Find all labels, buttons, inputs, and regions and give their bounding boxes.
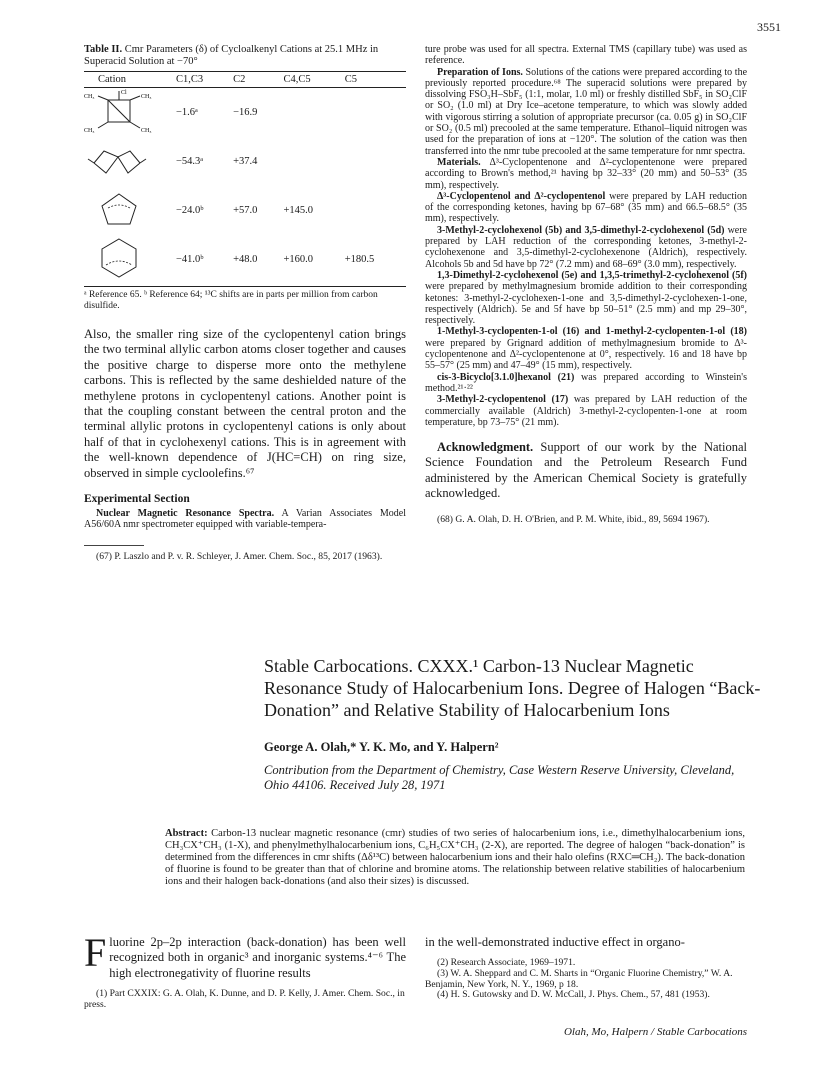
table-footnote: ᵃ Reference 65. ᵇ Reference 64; ¹³C shifts are in parts per million from carbon disulfide. — [84, 286, 406, 311]
exp-text: A Varian Associates Model A56/60A nmr spectrometer equipped with variable-tempera- — [84, 508, 406, 531]
exp-text: Δ³-Cyclopentenone and Δ²-cyclopentenone were prepared according to Brown's method,²¹ having bp 32–33° (20 mm) and 50–53° (35 mm), respectively. — [425, 156, 748, 191]
footnote-68: (68) G. A. Olah, D. H. O'Brien, and P. M. White, ibid., 89, 5694 1967). — [437, 514, 710, 526]
exp-text: was prepared according to Winstein's method.²¹·²² — [425, 371, 747, 394]
affiliation: Contribution from the Department of Chemistry, Case Western Reserve University, Cleveland, Ohio 44106. Received July 28, 1971 — [264, 763, 735, 792]
cell-c5 — [345, 137, 406, 186]
table-caption — [84, 44, 406, 67]
exp-text: were prepared by methylmagnesium bromide addition to their corresponding ketones: 3-methyl-2-cyclohexen-1-one and 3,5-dimethyl-2-cyclohexen-1-one, respectively (Aldrich). 5e and 5f have bp 50–51° (2.5 mm) and mp 29–30°, respectively. — [425, 281, 747, 327]
footnote-67: (67) P. Laszlo and P. v. R. Schleyer, J. Amer. Chem. Soc., 85, 2017 (1963). — [96, 550, 383, 562]
experimental-paragraphs — [425, 44, 747, 428]
intro-right — [425, 935, 747, 1001]
exp-paragraph — [425, 372, 747, 395]
exp-text: Solutions of the cations were prepared according to the previously reported procedure.⁶⁸ The superacid solutions were prepared by dissolving FSO₃H–SbF₅ (1:1, molar, 1.0 ml) or freshly distilled SbF₅ in SO₂ClF or SO₂ (1.0 ml) at Dry Ice–acetone temperature, to which was slowly added with vigorous stirring a solution of appropriate precursor (ca. 0.05 g) in SO₂ClF or SO₂ (0.5 ml) precooled at the same temperature. Ethanol–liquid nitrogen was used for the preparation of ions at −120°. The solution of the cation was then transferred into the nmr tube precooled at the same temperature for nmr spectra. — [425, 66, 748, 157]
exp-paragraph — [425, 326, 747, 371]
footnote-3: (3) W. A. Sheppard and C. M. Sharts in “Organic Fluorine Chemistry,” W. A. Benjamin, New York, N. Y., 1969, p 18. — [425, 968, 733, 990]
exp-text: ture probe was used for all spectra. External TMS (capillary tube) was used as reference. — [425, 44, 747, 67]
table-row — [84, 186, 406, 235]
col-header: C4,C5 — [283, 72, 344, 88]
exp-paragraph — [425, 394, 747, 428]
exp-text: were prepared by LAH reduction of the corresponding ketones, 3-methyl-2-cyclohexenone and 3,5-dimethyl-2-cyclohexenone (Aldrich), respectively. Alcohols 5b and 5d have bp 72° (7.2 mm) and 68–69° (3.0 mm), respectively. — [425, 224, 747, 270]
cyclopentenyl-structure — [84, 186, 164, 232]
svg-text:CH₃: CH₃ — [141, 94, 152, 100]
cell-c45 — [283, 137, 344, 186]
abstract — [165, 828, 745, 888]
cell-c45: +145.0 — [283, 205, 314, 216]
cell-c5: +180.5 — [344, 254, 375, 265]
table-caption-text: Cmr Parameters (δ) of Cycloalkenyl Cations at 25.1 MHz in Superacid Solution at −70° — [84, 44, 379, 67]
run-in-heading: Δ³-Cyclopentenol and Δ²-cyclopentenol — [437, 190, 606, 202]
svg-text:CH₃: CH₃ — [84, 128, 95, 134]
col-header: Cation — [84, 72, 176, 88]
col-header: C5 — [345, 72, 406, 88]
run-in-heading: 1,3-Dimethyl-2-cyclohexenol (5e) and 1,3,5-trimethyl-2-cyclohexenol (5f) — [437, 269, 747, 281]
exp-paragraph — [425, 157, 747, 191]
cell-c2: +57.0 — [233, 205, 258, 216]
intro-left — [84, 930, 406, 1010]
acknowledgment — [425, 440, 747, 501]
intro-text: luorine 2p–2p interaction (back-donation) has been well recognized both in organic³ and inorganic systems.⁴⁻⁶ The high electronegativity of fluorine results — [109, 935, 406, 980]
cell-c5 — [345, 88, 406, 138]
structure-cell — [84, 186, 176, 235]
bicyclohexenyl-structure — [84, 137, 164, 183]
article-title: Stable Carbocations. CXXX.¹ Carbon-13 Nuclear Magnetic Resonance Study of Halocarbenium Ions. Degree of Halogen “Back-Donation” and Relative Stability of Halocarbenium Ions — [264, 656, 761, 720]
structure-cell — [84, 235, 176, 284]
intro-continuation: in the well-demonstrated inductive effect in organo- — [425, 935, 685, 949]
cell-c13: −41.0ᵇ — [176, 254, 204, 265]
bicyclobutenyl-structure — [84, 88, 164, 134]
footnote-rule — [84, 545, 144, 546]
footnote-2: (2) Research Associate, 1969–1971. — [437, 957, 576, 969]
structure-cell — [84, 137, 176, 186]
table-row — [84, 137, 406, 186]
cell-c2: +48.0 — [233, 254, 258, 265]
ack-label: Acknowledgment. — [437, 440, 534, 455]
exp-text: were prepared by Grignard addition of methylmagnesium bromide to Δ³-cyclopentenone and Δ²-cyclopentenone at 0°, respectively. 16 and 18 have bp 55–57° (25 mm) and 47–49° (15 mm), respectively. — [425, 337, 747, 372]
left-column — [84, 44, 406, 562]
exp-paragraph — [425, 67, 747, 157]
page-number: 3551 — [757, 20, 781, 34]
exp-paragraph — [425, 225, 747, 270]
cell-c13: −24.0ᵇ — [176, 205, 204, 216]
run-in-heading: Preparation of Ions. — [437, 66, 523, 78]
cell-c5 — [345, 186, 406, 235]
exp-paragraph — [425, 191, 747, 225]
run-in-heading: 3-Methyl-2-cyclopentenol (17) — [437, 394, 569, 406]
table-row — [84, 235, 406, 284]
svg-text:CH₃: CH₃ — [141, 128, 152, 134]
col-header: C2 — [233, 72, 283, 88]
footnote-1: (1) Part CXXIX: G. A. Olah, K. Dunne, and D. P. Kelly, J. Amer. Chem. Soc., in press. — [84, 988, 405, 1010]
structure-cell — [84, 88, 176, 138]
run-in-heading: cis-3-Bicyclo[3.1.0]hexanol (21) — [437, 371, 575, 383]
exp-paragraph — [425, 270, 747, 326]
cell-c2: +37.4 — [233, 156, 258, 167]
col-header: C1,C3 — [176, 72, 233, 88]
abstract-text: Carbon-13 nuclear magnetic resonance (cmr) studies of two series of halocarbenium ions, i.e., dimethylhalocarbenium ions, CH₃CX⁺CH₃ (1-X), and phenylmethylhalocarbenium ions, C₆H₅CX⁺CH₃ (2-X), are reported. The degree of halogen “back-donation” is determined from the differences in cmr shifts (Δδ¹³C) between halocarbenium ions and their halo olefins (RXC═CH₂). The back-donation of fluorine is found to be greater than that of chlorine and bromine atoms. The relationship between relative stabilities of halocarbenium ions and their halogen back-donations (and also their sizes) is discussed. — [165, 828, 746, 887]
run-in-heading: 3-Methyl-2-cyclohexenol (5b) and 3,5-dimethyl-2-cyclohexenol (5d) — [437, 224, 725, 236]
body-paragraph: Also, the smaller ring size of the cyclopentenyl cation brings the two terminal allylic carbon atoms closer together and causes the positive charge to disperse more onto the methylene carbons. This is reflected by the same deshielded nature of the methylene protons in cyclopentenyl cations. Another point is that the coupling constant between the central proton and the terminal allylic protons in cyclopentenyl cations is only about half of that in cyclohexenyl cations. This is in agreement with the well-known dependence of J(HC=CH) on ring size, observed in simple cycloolefins.⁶⁷ — [84, 327, 406, 480]
running-footer: Olah, Mo, Halpern / Stable Carbocations — [563, 1026, 747, 1038]
exp-paragraph — [84, 508, 406, 531]
right-column — [425, 44, 747, 526]
cell-c45 — [283, 88, 344, 138]
exp-text: were prepared by LAH reduction of the corresponding ketones, having bp 67–68° (35 mm) and 66.5–68.5° (35 mm), respectively. — [425, 190, 747, 225]
table-row — [84, 88, 406, 138]
footnote-4: (4) H. S. Gutowsky and D. W. McCall, J. Phys. Chem., 57, 481 (1953). — [437, 989, 710, 1001]
svg-text:CH₃: CH₃ — [84, 94, 95, 100]
exp-text: was prepared by LAH reduction of the commercially available (Aldrich) 3-methyl-2-cyclopenten-1-one at room temperature, bp 73–75° (21 mm). — [425, 394, 748, 428]
run-in-heading: Materials. — [437, 156, 481, 168]
cell-c13: −1.6ᵃ — [176, 107, 198, 118]
run-in-heading: 1-Methyl-3-cyclopenten-1-ol (16) and 1-methyl-2-cyclopenten-1-ol (18) — [437, 326, 747, 338]
authors: George A. Olah,* Y. K. Mo, and Y. Halpern² — [264, 740, 499, 754]
table-label: Table II. — [84, 44, 123, 55]
drop-cap: F — [84, 930, 107, 975]
cell-c13: −54.3ᵃ — [176, 156, 204, 167]
run-in-heading: Nuclear Magnetic Resonance Spectra. — [96, 508, 275, 520]
cyclohexenyl-structure — [84, 235, 164, 281]
cmr-table — [84, 71, 406, 284]
cell-c2: −16.9 — [233, 107, 258, 118]
section-heading: Experimental Section — [84, 493, 190, 506]
intro-paragraph — [84, 930, 406, 981]
abstract-label: Abstract: — [165, 828, 208, 839]
cell-c45: +160.0 — [283, 254, 314, 265]
ack-text: Support of our work by the National Science Foundation and the Petroleum Research Fund administered by the American Chemical Society is gratefully acknowledged. — [425, 440, 747, 500]
svg-text:Cl: Cl — [121, 90, 127, 96]
exp-paragraph — [425, 44, 747, 67]
